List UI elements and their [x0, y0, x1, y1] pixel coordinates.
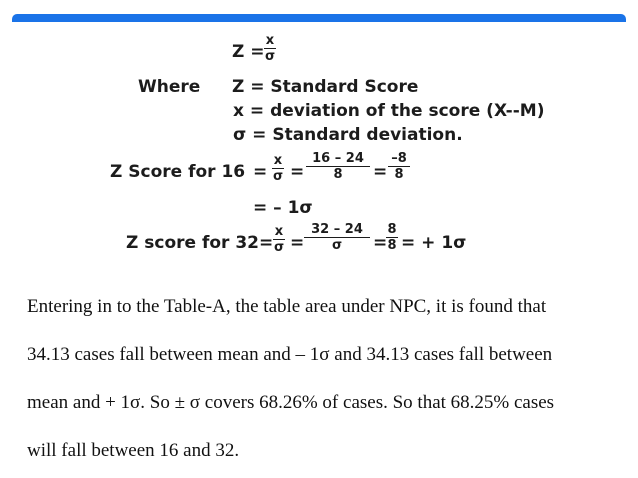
- z32-f2-numerator: 32 – 24: [311, 222, 363, 237]
- formula-image: [0, 24, 638, 290]
- where-line-1: [232, 77, 418, 97]
- where-text: Standard deviation.: [272, 125, 463, 145]
- paragraph-line-2: 34.13 cases fall between mean and – 1σ and 34.13 cases fall between: [27, 344, 553, 365]
- z16-result: = – 1σ: [253, 198, 313, 218]
- paragraph-line-3: mean and + 1σ. So ± σ covers 68.26% of cases. So that 68.25% cases: [27, 392, 555, 413]
- z16-f3-numerator: –8: [391, 151, 407, 166]
- where-symbol: Z: [232, 77, 245, 97]
- z16-equals-1: =: [253, 162, 268, 182]
- z32-f3-numerator: 8: [387, 222, 397, 237]
- where-label: Where: [138, 77, 201, 97]
- where-symbol: σ: [233, 125, 247, 145]
- formula-numerator: x: [265, 33, 275, 48]
- z16-label: Z Score for 16: [110, 162, 246, 182]
- z16-f2-denominator: 8: [333, 167, 343, 182]
- z32-fraction-3: [386, 223, 398, 252]
- formula-denominator: σ: [264, 49, 276, 64]
- formula-lhs: Z =: [232, 42, 265, 62]
- where-line-3: [233, 125, 463, 145]
- paragraph-line-1: Entering in to the Table-A, the table area under NPC, it is found that: [27, 296, 547, 317]
- formula-fraction: [264, 34, 276, 63]
- z32-label: Z score for 32: [126, 233, 259, 253]
- z32-result: = + 1σ: [401, 233, 467, 253]
- z32-equals-3: =: [373, 233, 388, 253]
- where-text: Standard Score: [270, 77, 419, 97]
- z32-f1-numerator: x: [274, 224, 284, 239]
- where-equals: =: [250, 77, 265, 97]
- z16-f1-numerator: x: [273, 153, 283, 168]
- where-equals: =: [249, 101, 265, 121]
- z16-fraction-2: [306, 152, 370, 181]
- z32-fraction-1: [273, 225, 285, 254]
- z32-f1-denominator: σ: [273, 240, 285, 255]
- top-accent-bar: [12, 14, 626, 22]
- z16-fraction-3: [388, 152, 410, 181]
- z32-fraction-2: [304, 223, 370, 252]
- where-text: deviation of the score (X--M): [270, 101, 545, 121]
- where-symbol: x: [233, 101, 244, 121]
- z32-equals-1: =: [259, 233, 274, 253]
- z16-equals-2: =: [290, 162, 305, 182]
- z16-equals-3: =: [373, 162, 388, 182]
- where-line-2: [233, 101, 544, 121]
- where-equals: =: [252, 125, 267, 145]
- paragraph-line-4: will fall between 16 and 32.: [27, 440, 240, 461]
- z16-f1-denominator: σ: [272, 169, 284, 184]
- z32-f3-denominator: 8: [387, 238, 397, 253]
- z32-f2-denominator: σ: [331, 238, 343, 253]
- z16-fraction-1: [272, 154, 284, 183]
- z16-f3-denominator: 8: [394, 167, 404, 182]
- z16-f2-numerator: 16 – 24: [312, 151, 364, 166]
- z32-equals-2: =: [290, 233, 305, 253]
